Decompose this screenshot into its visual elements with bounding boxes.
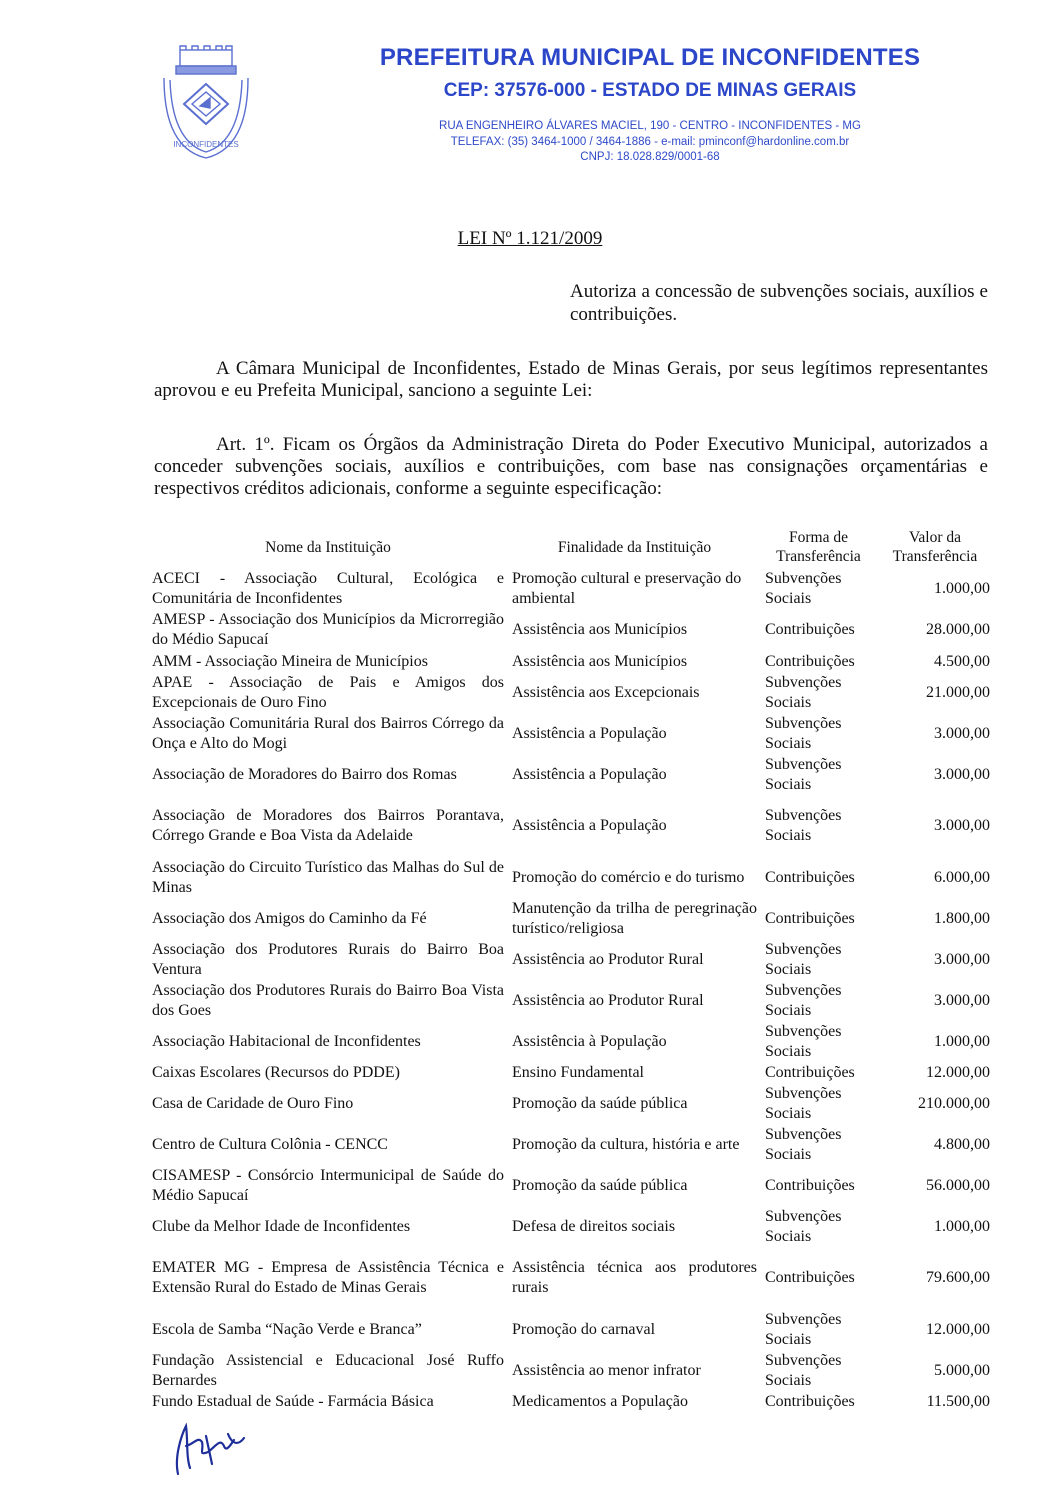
cell-finalidade: Promoção da saúde pública	[512, 1094, 688, 1112]
cell-forma: Subvenções Sociais	[765, 673, 842, 711]
cell-nome: Centro de Cultura Colônia - CENCC	[152, 1135, 388, 1153]
cell-valor: 12.000,00	[926, 1063, 990, 1081]
cell-nome: Associação dos Produtores Rurais do Bairro Boa Ventura	[152, 940, 504, 978]
table-row	[148, 651, 994, 672]
cell-nome: Caixas Escolares (Recursos do PDDE)	[152, 1063, 400, 1081]
col-header-valor: Valor da Transferência	[892, 529, 978, 565]
cell-finalidade: Promoção da saúde pública	[512, 1176, 688, 1194]
cell-forma: Contribuições	[765, 621, 855, 638]
cell-valor: 12.000,00	[926, 1320, 990, 1338]
cell-nome: APAE - Associação de Pais e Amigos dos Excepcionais de Ouro Fino	[152, 673, 504, 711]
cell-finalidade: Promoção do comércio e do turismo	[512, 868, 745, 886]
table-row	[148, 1062, 994, 1083]
cell-valor: 6.000,00	[934, 868, 990, 886]
cell-finalidade: Assistência ao Produtor Rural	[512, 950, 704, 968]
cell-nome: AMESP - Associação dos Municípios da Microrregião do Médio Sapucaí	[152, 611, 504, 648]
cell-valor: 3.000,00	[934, 991, 990, 1009]
table-row	[148, 1124, 994, 1165]
cell-nome: CISAMESP - Consórcio Intermunicipal de Saúde do Médio Sapucaí	[152, 1166, 504, 1204]
cell-nome: Associação do Circuito Turístico das Malhas do Sul de Minas	[152, 858, 504, 896]
cell-valor: 1.000,00	[934, 579, 990, 597]
cell-nome: Clube da Melhor Idade de Inconfidentes	[152, 1217, 411, 1235]
table-row	[148, 1021, 994, 1062]
cell-forma: Contribuições	[765, 1269, 855, 1286]
table-row	[148, 754, 994, 795]
col-header-finalidade: Finalidade da Instituição	[557, 538, 712, 556]
table-row	[148, 795, 994, 857]
cell-valor: 3.000,00	[934, 765, 990, 783]
table-row	[148, 898, 994, 939]
cell-forma: Subvenções Sociais	[765, 569, 842, 607]
cell-finalidade: Defesa de direitos sociais	[512, 1217, 676, 1235]
cell-finalidade: Assistência à População	[512, 1032, 667, 1050]
table-row	[148, 857, 994, 898]
cell-forma: Subvenções Sociais	[765, 1022, 842, 1060]
cell-valor: 4.500,00	[934, 652, 990, 670]
table-row	[148, 1206, 994, 1247]
cell-nome: Associação Comunitária Rural dos Bairros Córrego da Onça e Alto do Mogi	[152, 714, 504, 752]
law-ementa: Autoriza a concessão de subvenções sociais, auxílios e contribuições.	[570, 281, 988, 325]
cell-finalidade: Assistência a População	[512, 765, 667, 783]
cell-nome: AMM - Associação Mineira de Municípios	[152, 652, 428, 670]
cell-finalidade: Promoção da cultura, história e arte	[512, 1135, 740, 1153]
col-header-forma: Forma de Transferência	[776, 529, 861, 565]
cell-nome: Associação dos Amigos do Caminho da Fé	[152, 909, 427, 927]
table-row	[148, 1083, 994, 1124]
table-row	[148, 1391, 994, 1412]
col-header-nome: Nome da Instituição	[265, 538, 391, 556]
cell-forma: Subvenções Sociais	[765, 807, 842, 844]
cell-valor: 79.600,00	[926, 1269, 990, 1286]
cell-valor: 1.000,00	[934, 1217, 990, 1235]
table-row	[148, 939, 994, 980]
cell-finalidade: Assistência técnica aos produtores rurais	[512, 1259, 757, 1296]
cell-nome: ACECI - Associação Cultural, Ecológica e Comunitária de Inconfidentes	[152, 569, 504, 607]
cell-forma: Subvenções Sociais	[765, 1207, 842, 1245]
cell-valor: 11.500,00	[926, 1392, 990, 1410]
table-row	[148, 1165, 994, 1206]
table-row	[148, 672, 994, 713]
cell-finalidade: Assistência aos Excepcionais	[512, 683, 700, 701]
table-row	[148, 1309, 994, 1350]
cell-nome: Escola de Samba “Nação Verde e Branca”	[152, 1320, 422, 1338]
cell-finalidade: Assistência ao Produtor Rural	[512, 991, 704, 1009]
table-row	[148, 1247, 994, 1309]
crest-text: INCONFIDENTES	[173, 140, 239, 149]
cell-finalidade: Promoção do carnaval	[512, 1320, 656, 1338]
table-header-row	[148, 526, 994, 568]
cell-forma: Subvenções Sociais	[765, 940, 842, 978]
cell-finalidade: Ensino Fundamental	[512, 1063, 644, 1081]
preamble-text: A Câmara Municipal de Inconfidentes, Estado de Minas Gerais, por seus legítimos representantes aprovou e eu Prefeita Municipal, sanciono a seguinte Lei:	[154, 358, 988, 401]
header-subtitle: CEP: 37576-000 - ESTADO DE MINAS GERAIS	[443, 80, 857, 101]
header-address: RUA ENGENHEIRO ÁLVARES MACIEL, 190 - CENTRO - INCONFIDENTES - MG	[439, 120, 861, 132]
table-row	[148, 1350, 994, 1391]
cell-finalidade: Assistência aos Municípios	[512, 621, 688, 638]
cell-forma: Contribuições	[765, 652, 855, 670]
cell-valor: 4.800,00	[934, 1135, 990, 1153]
cell-valor: 1.800,00	[934, 909, 990, 927]
cell-nome: Associação de Moradores dos Bairros Porantava, Córrego Grande e Boa Vista da Adelaide	[152, 807, 504, 844]
cell-forma: Subvenções Sociais	[765, 1084, 842, 1122]
cell-nome: Associação dos Produtores Rurais do Bairro Boa Vista dos Goes	[152, 981, 504, 1019]
cell-finalidade: Assistência a População	[512, 817, 667, 834]
cell-nome: Associação de Moradores do Bairro dos Romas	[152, 765, 457, 783]
cell-nome: Associação Habitacional de Inconfidentes	[152, 1032, 421, 1050]
article-1-text: Art. 1º. Ficam os Órgãos da Administração Direta do Poder Executivo Municipal, autorizados a conceder subvenções sociais, auxílios e contribuições, com base nas consignações orçamentárias e respectivos créditos adicionais, conforme a seguinte especificação:	[154, 434, 988, 499]
cell-forma: Subvenções Sociais	[765, 1351, 842, 1389]
cell-forma: Contribuições	[765, 1176, 855, 1194]
cell-valor: 5.000,00	[934, 1361, 990, 1379]
cell-forma: Contribuições	[765, 909, 855, 927]
header-title: PREFEITURA MUNICIPAL DE INCONFIDENTES	[379, 44, 921, 71]
cell-valor: 56.000,00	[926, 1176, 990, 1194]
cell-valor: 210.000,00	[918, 1094, 990, 1112]
header-cnpj: CNPJ: 18.028.829/0001-68	[580, 151, 720, 163]
cell-forma: Contribuições	[765, 1063, 855, 1081]
cell-finalidade: Manutenção da trilha de peregrinação turístico/religiosa	[512, 899, 757, 937]
preamble-paragraph	[154, 358, 988, 402]
cell-finalidade: Medicamentos a População	[512, 1392, 688, 1410]
cell-forma: Contribuições	[765, 868, 855, 886]
cell-forma: Subvenções Sociais	[765, 755, 842, 793]
cell-forma: Subvenções Sociais	[765, 1125, 842, 1163]
header-contact	[290, 119, 1010, 166]
cell-forma: Subvenções Sociais	[765, 981, 842, 1019]
cell-finalidade: Assistência aos Municípios	[512, 652, 688, 670]
cell-valor: 1.000,00	[934, 1032, 990, 1050]
cell-finalidade: Assistência a População	[512, 724, 667, 742]
article-1-paragraph	[154, 434, 988, 500]
cell-forma: Subvenções Sociais	[765, 1310, 842, 1348]
cell-forma: Subvenções Sociais	[765, 714, 842, 752]
law-title: LEI Nº 1.121/2009	[457, 228, 603, 249]
cell-finalidade: Assistência ao menor infrator	[512, 1361, 701, 1379]
cell-nome: Casa de Caridade de Ouro Fino	[152, 1094, 354, 1112]
table-row	[148, 713, 994, 754]
table-row	[148, 980, 994, 1021]
transfers-table	[148, 526, 994, 1412]
cell-nome: EMATER MG - Empresa de Assistência Técnica e Extensão Rural do Estado de Minas Gerais	[152, 1259, 504, 1296]
cell-valor: 3.000,00	[934, 724, 990, 742]
cell-forma: Contribuições	[765, 1392, 855, 1410]
cell-valor: 3.000,00	[934, 817, 990, 834]
cell-valor: 3.000,00	[934, 950, 990, 968]
municipal-crest-icon	[150, 44, 262, 164]
cell-nome: Fundação Assistencial e Educacional José Ruffo Bernardes	[152, 1351, 504, 1389]
cell-finalidade: Promoção cultural e preservação do ambiental	[512, 569, 742, 607]
header-phones: TELEFAX: (35) 3464-1000 / 3464-1886 - e-mail: pminconf@hardonline.com.br	[450, 135, 850, 148]
cell-valor: 21.000,00	[926, 683, 990, 701]
table-row	[148, 568, 994, 609]
cell-nome: Fundo Estadual de Saúde - Farmácia Básica	[152, 1392, 434, 1410]
handwritten-initials-icon	[168, 1416, 248, 1480]
table-row	[148, 609, 994, 651]
cell-valor: 28.000,00	[926, 621, 990, 638]
